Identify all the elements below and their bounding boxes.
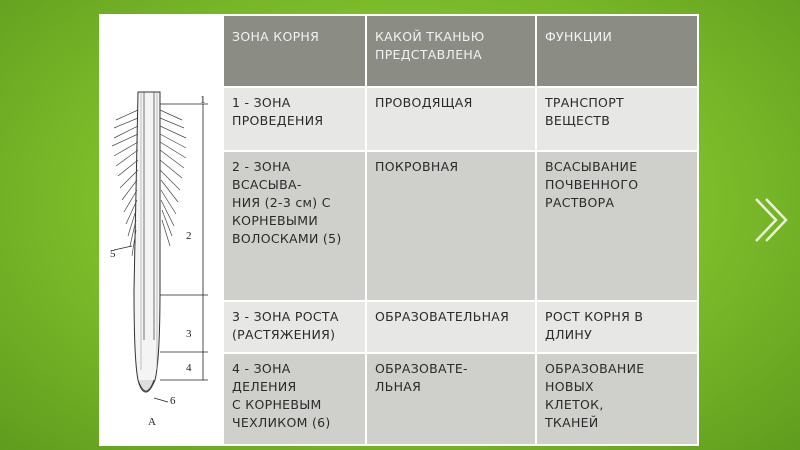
table-header-row — [223, 15, 698, 87]
root-drawing — [108, 90, 218, 430]
table-row — [223, 151, 698, 301]
header-tissue: КАКОЙ ТКАНЬЮ ПРЕДСТАВЛЕНА — [366, 15, 536, 87]
cell-function: ТРАНСПОРТ ВЕЩЕСТВ — [536, 87, 698, 151]
table-row — [223, 353, 698, 445]
cell-tissue: ОБРАЗОВАТЕ- ЛЬНАЯ — [366, 353, 536, 445]
cell-zone: 4 - ЗОНА ДЕЛЕНИЯ С КОРНЕВЫМ ЧЕХЛИКОМ (6) — [223, 353, 366, 445]
figure-label-2: 2 — [186, 230, 192, 242]
figure-label-6: 6 — [170, 395, 176, 407]
cell-function: ВСАСЫВАНИЕ ПОЧВЕННОГО РАСТВОРА — [536, 151, 698, 301]
figure-label-1: 1 — [200, 94, 206, 106]
header-function: ФУНКЦИИ — [536, 15, 698, 87]
cell-zone: 2 - ЗОНА ВСАСЫВА- НИЯ (2-3 см) С КОРНЕВЫМИ ВОЛОСКАМИ (5) — [223, 151, 366, 301]
cell-tissue: ПРОВОДЯЩАЯ — [366, 87, 536, 151]
table-row — [223, 301, 698, 353]
header-zone: ЗОНА КОРНЯ — [223, 15, 366, 87]
root-zones-diagram — [108, 90, 218, 430]
cell-tissue: ПОКРОВНАЯ — [366, 151, 536, 301]
figure-label-4: 4 — [186, 362, 192, 374]
cell-zone: 1 - ЗОНА ПРОВЕДЕНИЯ — [223, 87, 366, 151]
root-zones-table — [222, 14, 699, 446]
cell-tissue: ОБРАЗОВАТЕЛЬНАЯ — [366, 301, 536, 353]
next-arrows-icon — [752, 195, 792, 245]
cell-function: РОСТ КОРНЯ В ДЛИНУ — [536, 301, 698, 353]
figure-label-3: 3 — [186, 328, 192, 340]
table-row — [223, 87, 698, 151]
cell-function: ОБРАЗОВАНИЕ НОВЫХ КЛЕТОК, ТКАНЕЙ — [536, 353, 698, 445]
figure-label-a: A — [148, 416, 156, 428]
cell-zone: 3 - ЗОНА РОСТА (РАСТЯЖЕНИЯ) — [223, 301, 366, 353]
figure-label-5: 5 — [110, 248, 116, 260]
